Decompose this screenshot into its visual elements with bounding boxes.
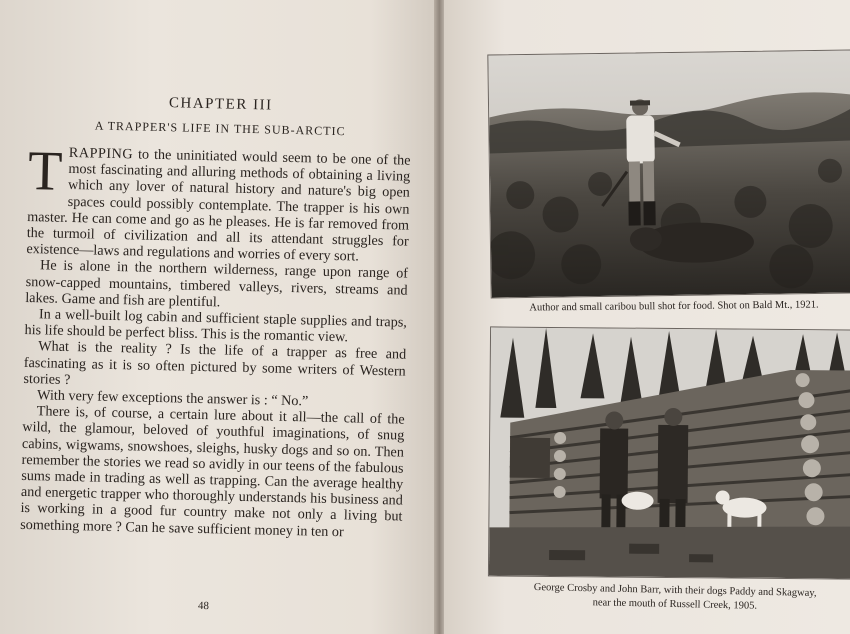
photo-top-caption: Author and small caribou bull shot for food. Shot on Bald Mt., 1921. (529, 299, 819, 314)
paragraph-text: to the uninitiated would seem to be one of the most fascinating and alluring methods of obtaining a living which any lover of natural history and nature's big open spaces could possibly contemplate. The trapper is his own master. He can come and go as he pleases. He is far removed from the turmoil of civilization and all its attendant struggles for existence—laws and regulations and worries of every sort. (26, 146, 411, 265)
paragraph-4: What is the reality ? Is the life of a trapper as free and fascinating as it is so often pictured by some writers of Western stories ? (23, 338, 407, 388)
right-page (444, 0, 850, 634)
paragraph-6: There is, of course, a certain lure about it all—the call of the wild, the glamour, beloved of youthful imaginations, of snug cabins, wigwams, snowshoes, sleighs, husky dogs and so on. Then remember the stories we read so avidly in our teens of the fabulous sums made in trading as well as trapping. Can the average healthy and energetic trapper who thoroughly understands his business and is working in a good fur country make not only a living but something more ? Can he save sufficient money in ten or (20, 403, 405, 540)
paragraph-5: With very few exceptions the answer is : “ No.” (36, 387, 309, 410)
chapter-body (20, 139, 411, 541)
photo-bottom-caption (500, 580, 850, 615)
photo-bottom-caption-line1: George Crosby and John Barr, with their dogs Paddy and Skagway, (533, 582, 817, 599)
photo-bottom-caption-line2: near the mouth of Russell Creek, 1905. (592, 597, 758, 612)
photo-caribou-hunter (487, 49, 850, 298)
chapter-text-block (20, 92, 412, 541)
chapter-subtitle: A TRAPPER'S LIFE IN THE SUB-ARCTIC (94, 118, 346, 139)
paragraph-2: He is alone in the northern wilderness, range upon range of snow-capped mountains, timbered valleys, rivers, streams and lakes. Game and fish are plentiful. (25, 257, 409, 311)
paragraph-1 (26, 139, 411, 266)
page-number: 48 (197, 599, 210, 613)
photo-log-cabin (488, 326, 850, 579)
paragraph-3: In a well-built log cabin and sufficient staple supplies and traps, his life should be perfect bliss. This is the romantic view. (24, 306, 408, 346)
drop-cap: T (27, 139, 64, 203)
chapter-title: CHAPTER III (168, 95, 273, 114)
first-word: RAPPING (68, 144, 134, 163)
